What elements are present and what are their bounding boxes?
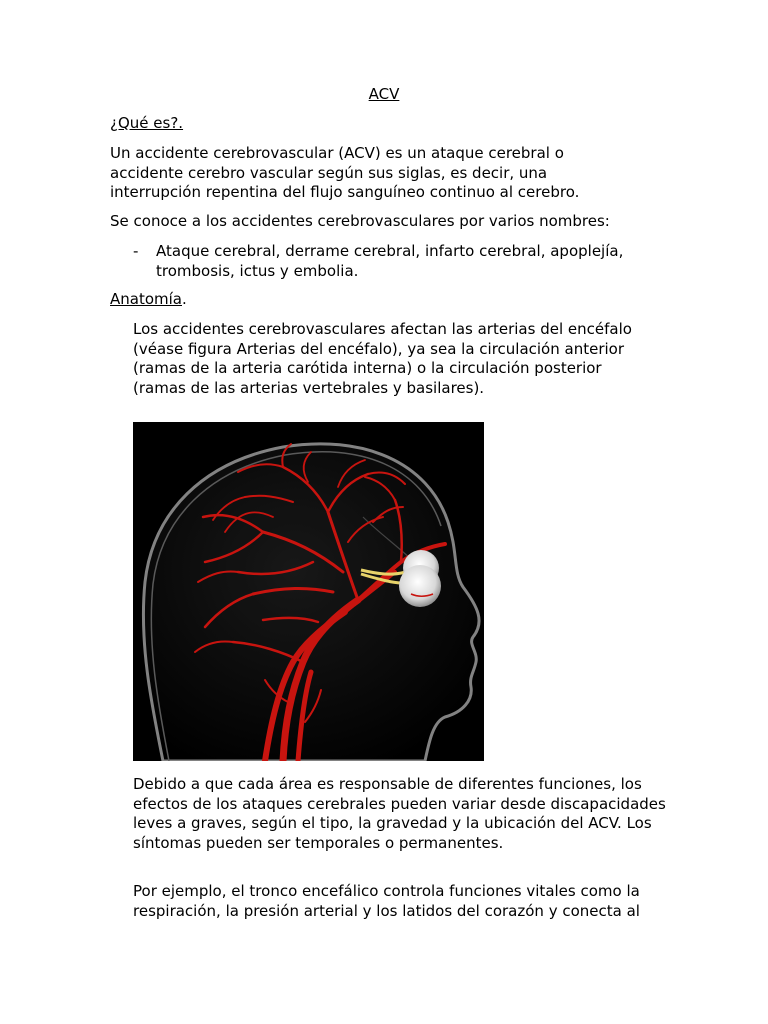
example-paragraph: Por ejemplo, el tronco encefálico controla funciones vitales como la respiración, la presión arterial y los latidos del corazón y conecta al [133,882,640,920]
anatomy-paragraph: Los accidentes cerebrovasculares afectan las arterias del encéfalo (véase figura Arterias del encéfalo), ya sea la circulación anterior (ramas de la arteria carótida interna) o la circulación posterior (ramas de las arterias vertebrales y basilares). [133,320,632,397]
anatomy-heading-text: Anatomía [110,290,182,308]
names-intro-paragraph: Se conoce a los accidentes cerebrovasculares por varios nombres: [110,212,610,230]
bullet-dash: - [133,242,139,260]
definition-paragraph: Un accidente cerebrovascular (ACV) es un ataque cerebral o accidente cerebro vascular según sus siglas, es decir, una interrupción repentina del flujo sanguíneo continuo al cerebro. [110,144,580,201]
question-heading-text: ¿Qué es?. [110,114,184,132]
brain-arteries-icon [133,422,484,761]
bullet-text: Ataque cerebral, derrame cerebral, infarto cerebral, apoplejía, trombosis, ictus y embolia. [156,242,624,280]
anatomy-heading [110,290,670,310]
brain-arteries-figure [133,422,484,761]
question-heading [110,114,670,134]
document-title: ACV [368,85,400,103]
effects-paragraph: Debido a que cada área es responsable de diferentes funciones, los efectos de los ataques cerebrales pueden variar desde discapacidades leves a graves, según el tipo, la gravedad y la ubicación del ACV. Los síntomas pueden ser temporales o permanentes. [133,775,666,852]
anatomy-heading-period: . [182,290,187,308]
